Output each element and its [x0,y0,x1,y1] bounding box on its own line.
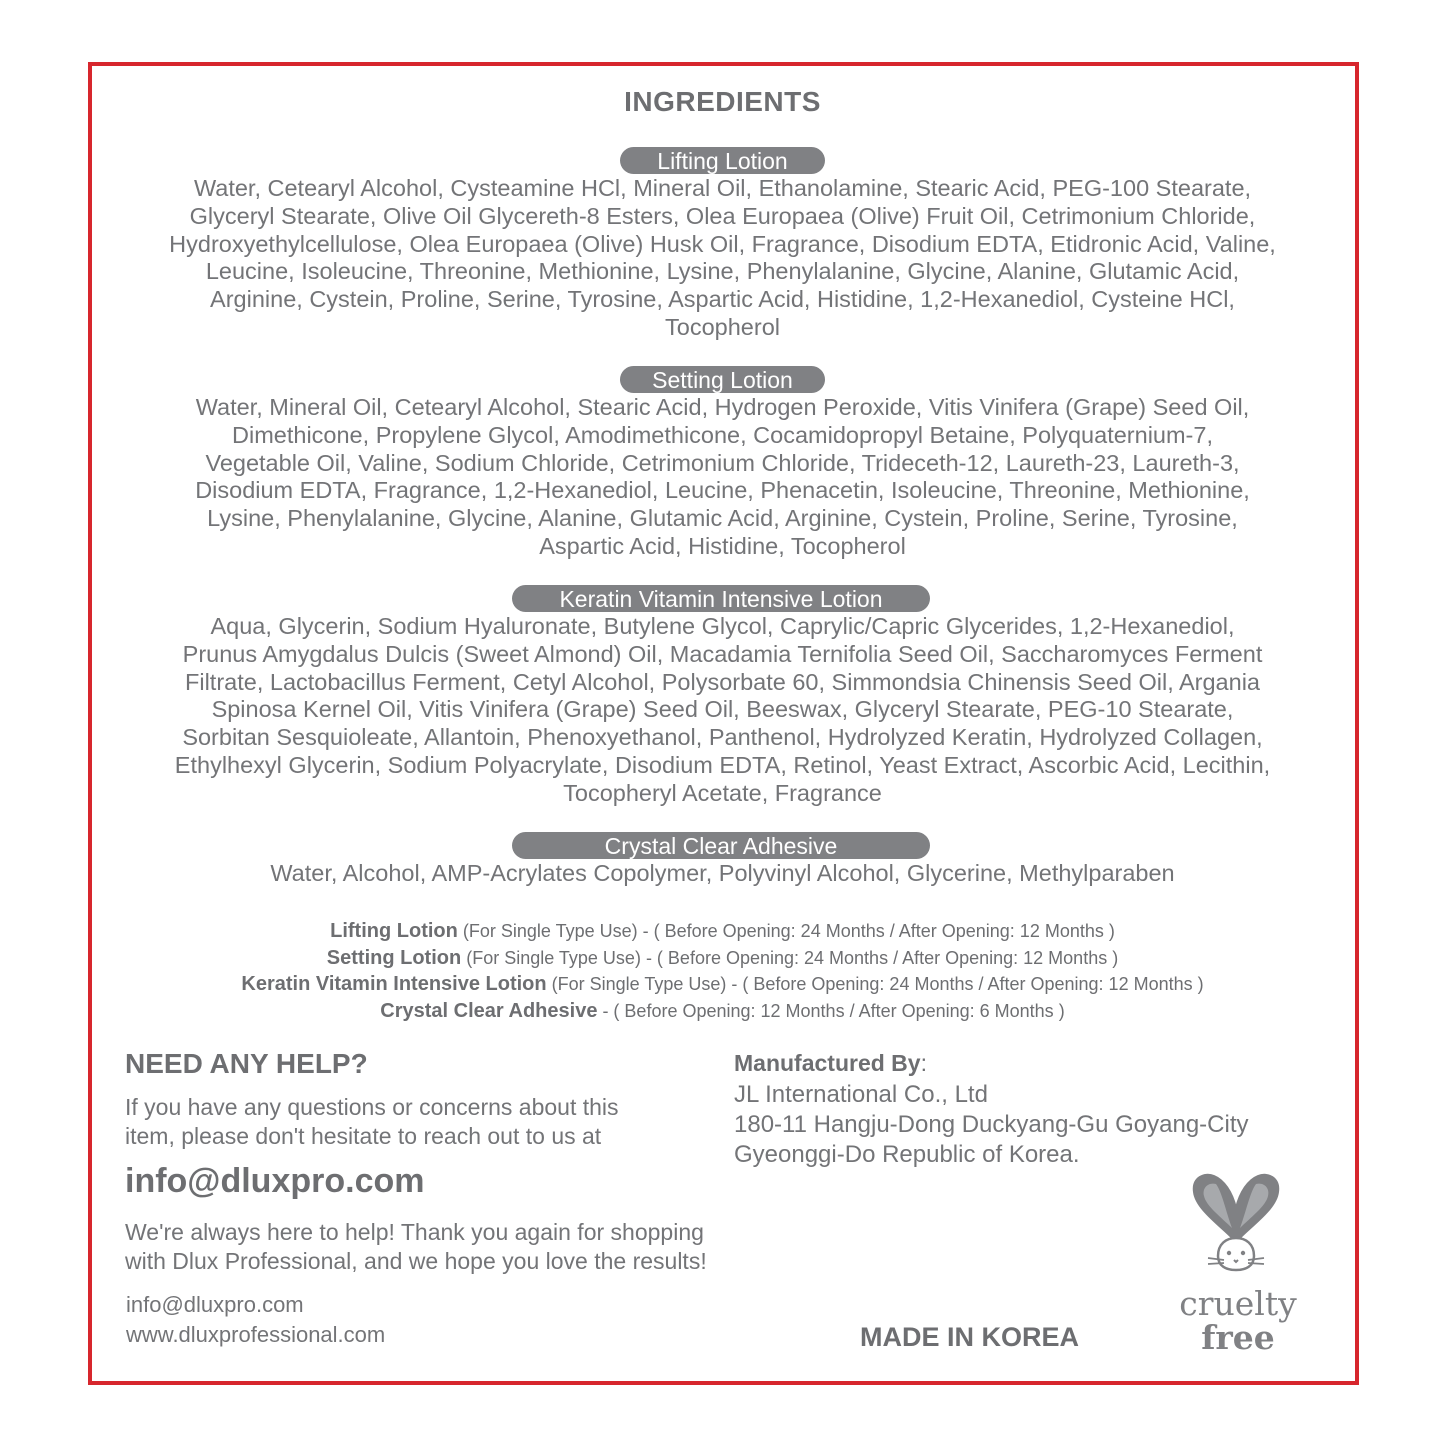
contact-website[interactable]: www.dluxprofessional.com [126,1322,386,1347]
made-in-korea-label: MADE IN KOREA [860,1322,1080,1352]
ingredients-lifting-lotion [118,175,1327,342]
ingredient-line: Aqua, Glycerin, Sodium Hyaluronate, Butylene Glycol, Caprylic/Capric Glycerides, 1,2-Hexanediol, [210,613,1235,639]
cruelty-free-bunny-heart-icon [1178,1170,1298,1280]
section-label-crystal-clear-adhesive: Crystal Clear Adhesive [512,832,930,859]
thanks-text [125,1218,765,1276]
shelf-life-list [0,918,1445,1025]
product-name: Keratin Vitamin Intensive Lotion [241,973,547,996]
ingredients-setting-lotion [118,394,1327,561]
shelf-life-detail: (For Single Type Use) - ( Before Opening: 24 Months / After Opening: 12 Months ) [461,947,1119,968]
ingredient-line: Tocopheryl Acetate, Fragrance [563,779,882,806]
help-line: If you have any questions or concerns about this [125,1094,619,1120]
manufacturer-heading-colon: : [920,1050,927,1076]
manufacturer-line: 180-11 Hangju-Dong Duckyang-Gu Goyang-City [734,1111,1249,1138]
shelf-life-row [0,918,1445,945]
shelf-life-detail: - ( Before Opening: 12 Months / After Opening: 6 Months ) [597,1001,1065,1022]
product-name: Lifting Lotion [330,920,458,942]
cruelty-free-badge [1178,1170,1298,1360]
shelf-life-row [0,945,1445,972]
ingredients-keratin-vitamin-intensive-lotion [118,613,1327,808]
section-label-lifting-lotion: Lifting Lotion [620,147,825,174]
ingredient-line: Disodium EDTA, Fragrance, 1,2-Hexanediol, Leucine, Phenacetin, Isoleucine, Threonine, Methionine, [195,477,1250,504]
ingredient-line: Leucine, Isoleucine, Threonine, Methionine, Lysine, Phenylalanine, Glycine, Alanine, Glutamic Acid, [205,258,1240,285]
shelf-life-row [0,971,1445,998]
section-label-setting-lotion: Setting Lotion [620,366,825,393]
ingredient-line: Prunus Amygdalus Dulcis (Sweet Almond) Oil, Macadamia Ternifolia Seed Oil, Saccharomyces Ferment [182,640,1263,667]
ingredients-crystal-clear-adhesive [118,860,1327,888]
ingredient-line: Aspartic Acid, Histidine, Tocopherol [539,532,906,559]
manufacturer-line: JL International Co., Ltd [734,1081,988,1108]
help-line: item, please don't hesitate to reach out to us at [125,1123,602,1149]
ingredient-line: Hydroxyethylcellulose, Olea Europaea (Olive) Husk Oil, Fragrance, Disodium EDTA, Etidronic Acid, Valine, [169,230,1276,257]
manufacturer-address [734,1080,1249,1170]
page-title: INGREDIENTS [624,86,821,117]
product-name: Crystal Clear Adhesive [380,1000,598,1023]
shelf-life-row [0,998,1445,1025]
product-name: Setting Lotion [326,946,462,969]
section-label-keratin-vitamin-intensive-lotion: Keratin Vitamin Intensive Lotion [512,585,930,612]
ingredient-line: Water, Mineral Oil, Cetearyl Alcohol, Stearic Acid, Hydrogen Peroxide, Vitis Vinifera (Grape) Seed Oil, [195,394,1250,420]
ingredient-line: Water, Cetearyl Alcohol, Cysteamine HCl, Mineral Oil, Ethanolamine, Stearic Acid, PEG-100 Stearate, [193,175,1252,201]
free-text: free [1201,1318,1275,1357]
ingredient-line: Dimethicone, Propylene Glycol, Amodimethicone, Cocamidopropyl Betaine, Polyquaternium-7, [232,421,1213,448]
ingredient-line: Sorbitan Sesquioleate, Allantoin, Phenoxyethanol, Panthenol, Hydrolyzed Keratin, Hydrolyzed Collagen, [182,724,1263,751]
cruelty-text: cruelty [1179,1284,1297,1323]
help-text [125,1093,685,1151]
ingredient-line: Filtrate, Lactobacillus Ferment, Cetyl Alcohol, Polysorbate 60, Simmondsia Chinensis Seed Oil, Argania [185,668,1260,695]
help-heading: NEED ANY HELP? [125,1048,368,1079]
ingredient-line: Lysine, Phenylalanine, Glycine, Alanine, Glutamic Acid, Arginine, Cystein, Proline, Serine, Tyrosine, [207,505,1238,532]
contact-info [126,1290,385,1350]
contact-email[interactable]: info@dluxpro.com [126,1292,304,1317]
ingredient-line: Arginine, Cystein, Proline, Serine, Tyrosine, Aspartic Acid, Histidine, 1,2-Hexanediol, Cysteine HCl, [210,286,1235,313]
thanks-line: We're always here to help! Thank you again for shopping [125,1219,704,1245]
ingredient-line: Vegetable Oil, Valine, Sodium Chloride, Cetrimonium Chloride, Trideceth-12, Laureth-23, Laureth-3, [205,449,1240,476]
shelf-life-detail: (For Single Type Use) - ( Before Opening: 24 Months / After Opening: 12 Months ) [457,921,1115,941]
manufacturer-line: Gyeonggi-Do Republic of Korea. [734,1141,1080,1168]
ingredient-line: Spinosa Kernel Oil, Vitis Vinifera (Grape) Seed Oil, Beeswax, Glyceryl Stearate, PEG-10 Stearate, [211,696,1234,723]
ingredient-line: Glyceryl Stearate, Olive Oil Glycereth-8 Esters, Olea Europaea (Olive) Fruit Oil, Cetrimonium Chloride, [189,202,1256,229]
shelf-life-detail: (For Single Type Use) - ( Before Opening: 24 Months / After Opening: 12 Months ) [546,974,1204,995]
thanks-line: with Dlux Professional, and we hope you love the results! [125,1248,707,1274]
ingredient-line: Water, Alcohol, AMP-Acrylates Copolymer, Polyvinyl Alcohol, Glycerine, Methylparaben [270,860,1175,886]
support-email-large[interactable]: info@dluxpro.com [125,1162,425,1200]
ingredient-line: Ethylhexyl Glycerin, Sodium Polyacrylate, Disodium EDTA, Retinol, Yeast Extract, Ascorbic Acid, Lecithin, [174,751,1271,778]
manufacturer-heading [734,1050,927,1077]
manufacturer-heading-text: Manufactured By [734,1050,921,1076]
ingredient-line: Tocopherol [665,313,780,340]
